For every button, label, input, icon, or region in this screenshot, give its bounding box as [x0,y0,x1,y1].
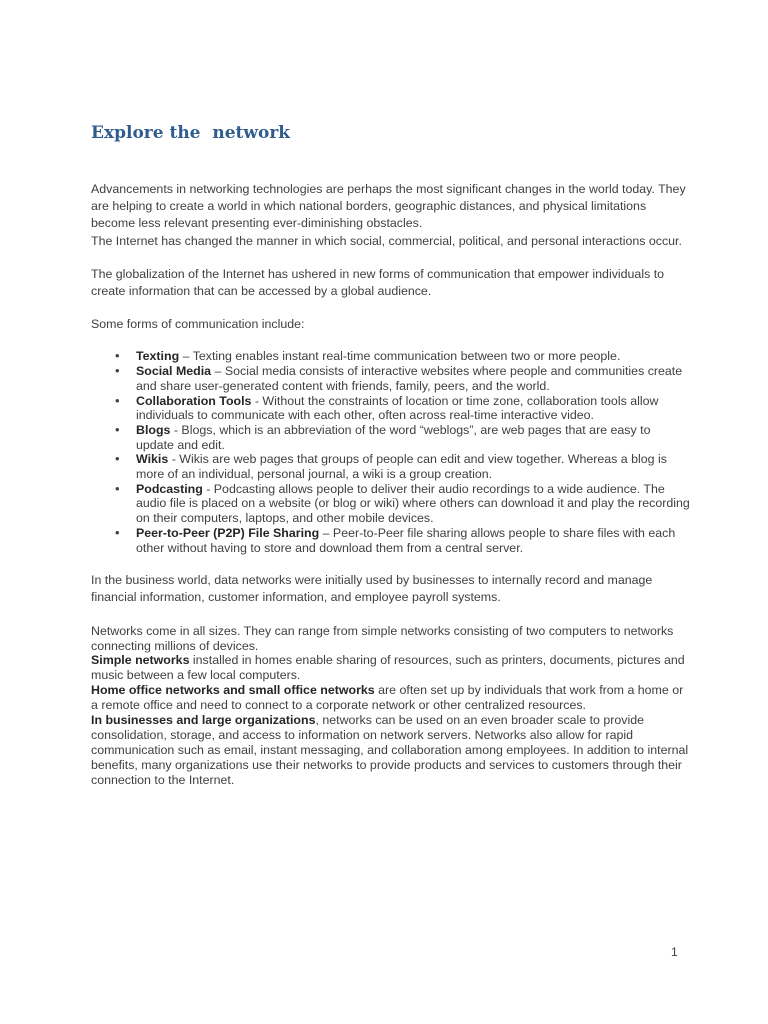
home-office-paragraph [91,683,691,713]
list-item-term: Social Media [136,364,212,379]
intro-paragraph: Advancements in networking technologies are perhaps the most significant changes in the world today. They are helping to create a world in which national borders, geographic distances, and physical limitations become less relevant presenting ever-diminishing obstacles. [91,182,686,231]
sizes-intro-paragraph: Networks come in all sizes. They can range from simple networks consisting of two computers to networks connecting millions of devices. [91,623,674,653]
list-item-desc: – Texting enables instant real-time communication between two or more people. [179,349,621,364]
globalization-paragraph: The globalization of the Internet has ushered in new forms of communication that empower individuals to create information that can be accessed by a global audience. [91,266,665,299]
list-item-term: Blogs [136,422,171,437]
page-title: Explore the network [91,123,291,143]
document-body [91,181,691,788]
internet-paragraph: The Internet has changed the manner in which social, commercial, political, and personal interactions occur. [91,233,682,248]
list-item-term: Podcasting [136,481,203,496]
list-item [91,349,691,364]
list-item-desc: - Wikis are web pages that groups of people can edit and view together. Whereas a blog is more of an individual, personal journal, a wiki is a group creation. [136,452,667,482]
list-item [91,482,691,526]
page-number: 1 [671,945,678,959]
home-office-term: Home office networks and small office networks [91,683,375,698]
home-office-desc: are often set up by individuals that work from a home or a remote office and need to connect to a corporate network or other centralized resources. [91,683,684,713]
list-item-term: Peer-to-Peer (P2P) File Sharing [136,525,320,540]
list-item [91,364,691,393]
list-item-desc: - Podcasting allows people to deliver their audio recordings to a wide audience. The audio file is placed on a website (or blog or wiki) where others can download it and play the recording on their computers, laptops, and other mobile devices. [136,481,690,526]
list-item-desc: - Without the constraints of location or time zone, collaboration tools allow individuals to communicate with each other, often across real-time interactive video. [136,393,659,423]
list-item-desc: – Peer-to-Peer file sharing allows people to share files with each other without having to store and download them from a central server. [136,525,676,555]
list-item [91,394,691,423]
list-item-desc: - Blogs, which is an abbreviation of the word “weblogs”, are web pages that are easy to update and edit. [136,422,651,452]
list-item-term: Texting [136,349,180,364]
list-item [91,423,691,452]
large-org-paragraph [91,713,691,788]
list-item [91,452,691,481]
forms-intro: Some forms of communication include: [91,317,305,332]
simple-networks-desc: installed in homes enable sharing of resources, such as printers, documents, pictures and music between a few local computers. [91,653,685,683]
list-item-term: Collaboration Tools [136,393,252,408]
simple-networks-term: Simple networks [91,653,190,668]
list-item-desc: – Social media consists of interactive websites where people and communities create and share user-generated content with friends, family, peers, and the world. [136,364,683,393]
network-sizes-section [91,624,691,788]
business-paragraph: In the business world, data networks were initially used by businesses to internally record and manage financial information, customer information, and employee payroll systems. [91,573,653,605]
list-item [91,526,691,555]
large-org-desc: , networks can be used on an even broader scale to provide consolidation, storage, and access to information on network servers. Networks also allow for rapid communication such as email, instant messaging, and collaboration among employees. In addition to internal benefits, many organizations use their networks to provide products and services to customers through their connection to the Internet. [91,713,689,787]
simple-networks-paragraph [91,653,691,683]
communication-forms-list [91,349,691,555]
large-org-term: In businesses and large organizations [91,713,316,728]
list-item-term: Wikis [136,452,169,467]
